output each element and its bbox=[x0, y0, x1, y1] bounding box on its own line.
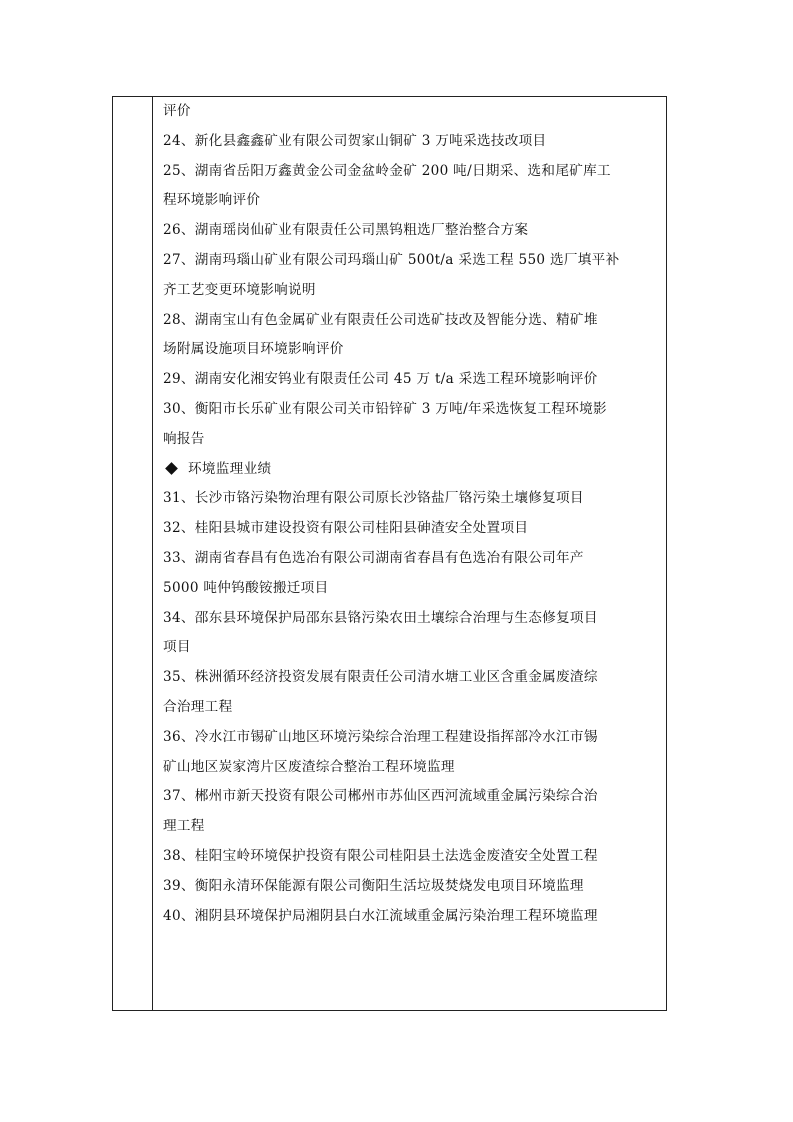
project-item-26: 26、湖南瑶岗仙矿业有限责任公司黑钨粗选厂整治整合方案 bbox=[163, 222, 529, 239]
left-column-cell bbox=[113, 97, 153, 1010]
project-item-37: 37、郴州市新天投资有限公司郴州市苏仙区西河流域重金属污染综合治 bbox=[163, 788, 598, 805]
text-line: 响报告 bbox=[163, 430, 205, 447]
project-item-25: 25、湖南省岳阳万鑫黄金公司金盆岭金矿 200 吨/日期采、选和尾矿库工 bbox=[163, 162, 611, 179]
text-line: 项目 bbox=[163, 639, 191, 656]
project-item-30: 30、衡阳市长乐矿业有限公司关市铅锌矿 3 万吨/年采选恢复工程环境影 bbox=[163, 400, 607, 417]
text-line: 齐工艺变更环境影响说明 bbox=[163, 281, 316, 298]
project-item-34: 34、邵东县环境保护局邵东县铬污染农田土壤综合治理与生态修复项目 bbox=[163, 609, 598, 626]
content-cell bbox=[154, 97, 666, 1010]
text-line: 矿山地区炭家湾片区废渣综合整治工程环境监理 bbox=[163, 758, 455, 775]
project-item-39: 39、衡阳永清环保能源有限公司衡阳生活垃圾焚烧发电项目环境监理 bbox=[163, 877, 584, 894]
section-heading-label: 环境监理业绩 bbox=[188, 460, 272, 477]
project-item-35: 35、株洲循环经济投资发展有限责任公司清水塘工业区含重金属废渣综 bbox=[163, 669, 598, 686]
project-item-38: 38、桂阳宝岭环境保护投资有限公司桂阳县土法选金废渣安全处置工程 bbox=[163, 847, 598, 864]
text-line: 5000 吨仲钨酸铵搬迁项目 bbox=[163, 579, 329, 596]
table-frame bbox=[112, 96, 667, 1011]
text-line: 场附属设施项目环境影响评价 bbox=[163, 341, 344, 358]
project-item-24: 24、新化县鑫鑫矿业有限公司贺家山铜矿 3 万吨采选技改项目 bbox=[163, 132, 547, 149]
project-item-27: 27、湖南玛瑙山矿业有限公司玛瑙山矿 500t/a 采选工程 550 选厂填平补 bbox=[163, 251, 620, 268]
project-item-33: 33、湖南省春昌有色选冶有限公司湖南省春昌有色选冶有限公司年产 bbox=[163, 549, 584, 566]
project-item-29: 29、湖南安化湘安钨业有限责任公司 45 万 t/a 采选工程环境影响评价 bbox=[163, 371, 598, 388]
text-line: 合治理工程 bbox=[163, 698, 233, 715]
project-item-28: 28、湖南宝山有色金属矿业有限责任公司选矿技改及智能分选、精矿堆 bbox=[163, 311, 598, 328]
text-line: 理工程 bbox=[163, 818, 205, 835]
project-item-32: 32、桂阳县城市建设投资有限公司桂阳县砷渣安全处置项目 bbox=[163, 520, 529, 537]
diamond-bullet-icon bbox=[165, 462, 178, 475]
project-item-40: 40、湘阴县环境保护局湘阴县白水江流域重金属污染治理工程环境监理 bbox=[163, 907, 598, 924]
project-item-36: 36、冷水江市锡矿山地区环境污染综合治理工程建设指挥部冷水江市锡 bbox=[163, 728, 598, 745]
text-line: 评价 bbox=[163, 103, 191, 119]
text-line: 程环境影响评价 bbox=[163, 192, 261, 209]
project-item-31: 31、长沙市铬污染物治理有限公司原长沙铬盐厂铬污染土壤修复项目 bbox=[163, 490, 584, 507]
section-heading bbox=[163, 455, 658, 485]
